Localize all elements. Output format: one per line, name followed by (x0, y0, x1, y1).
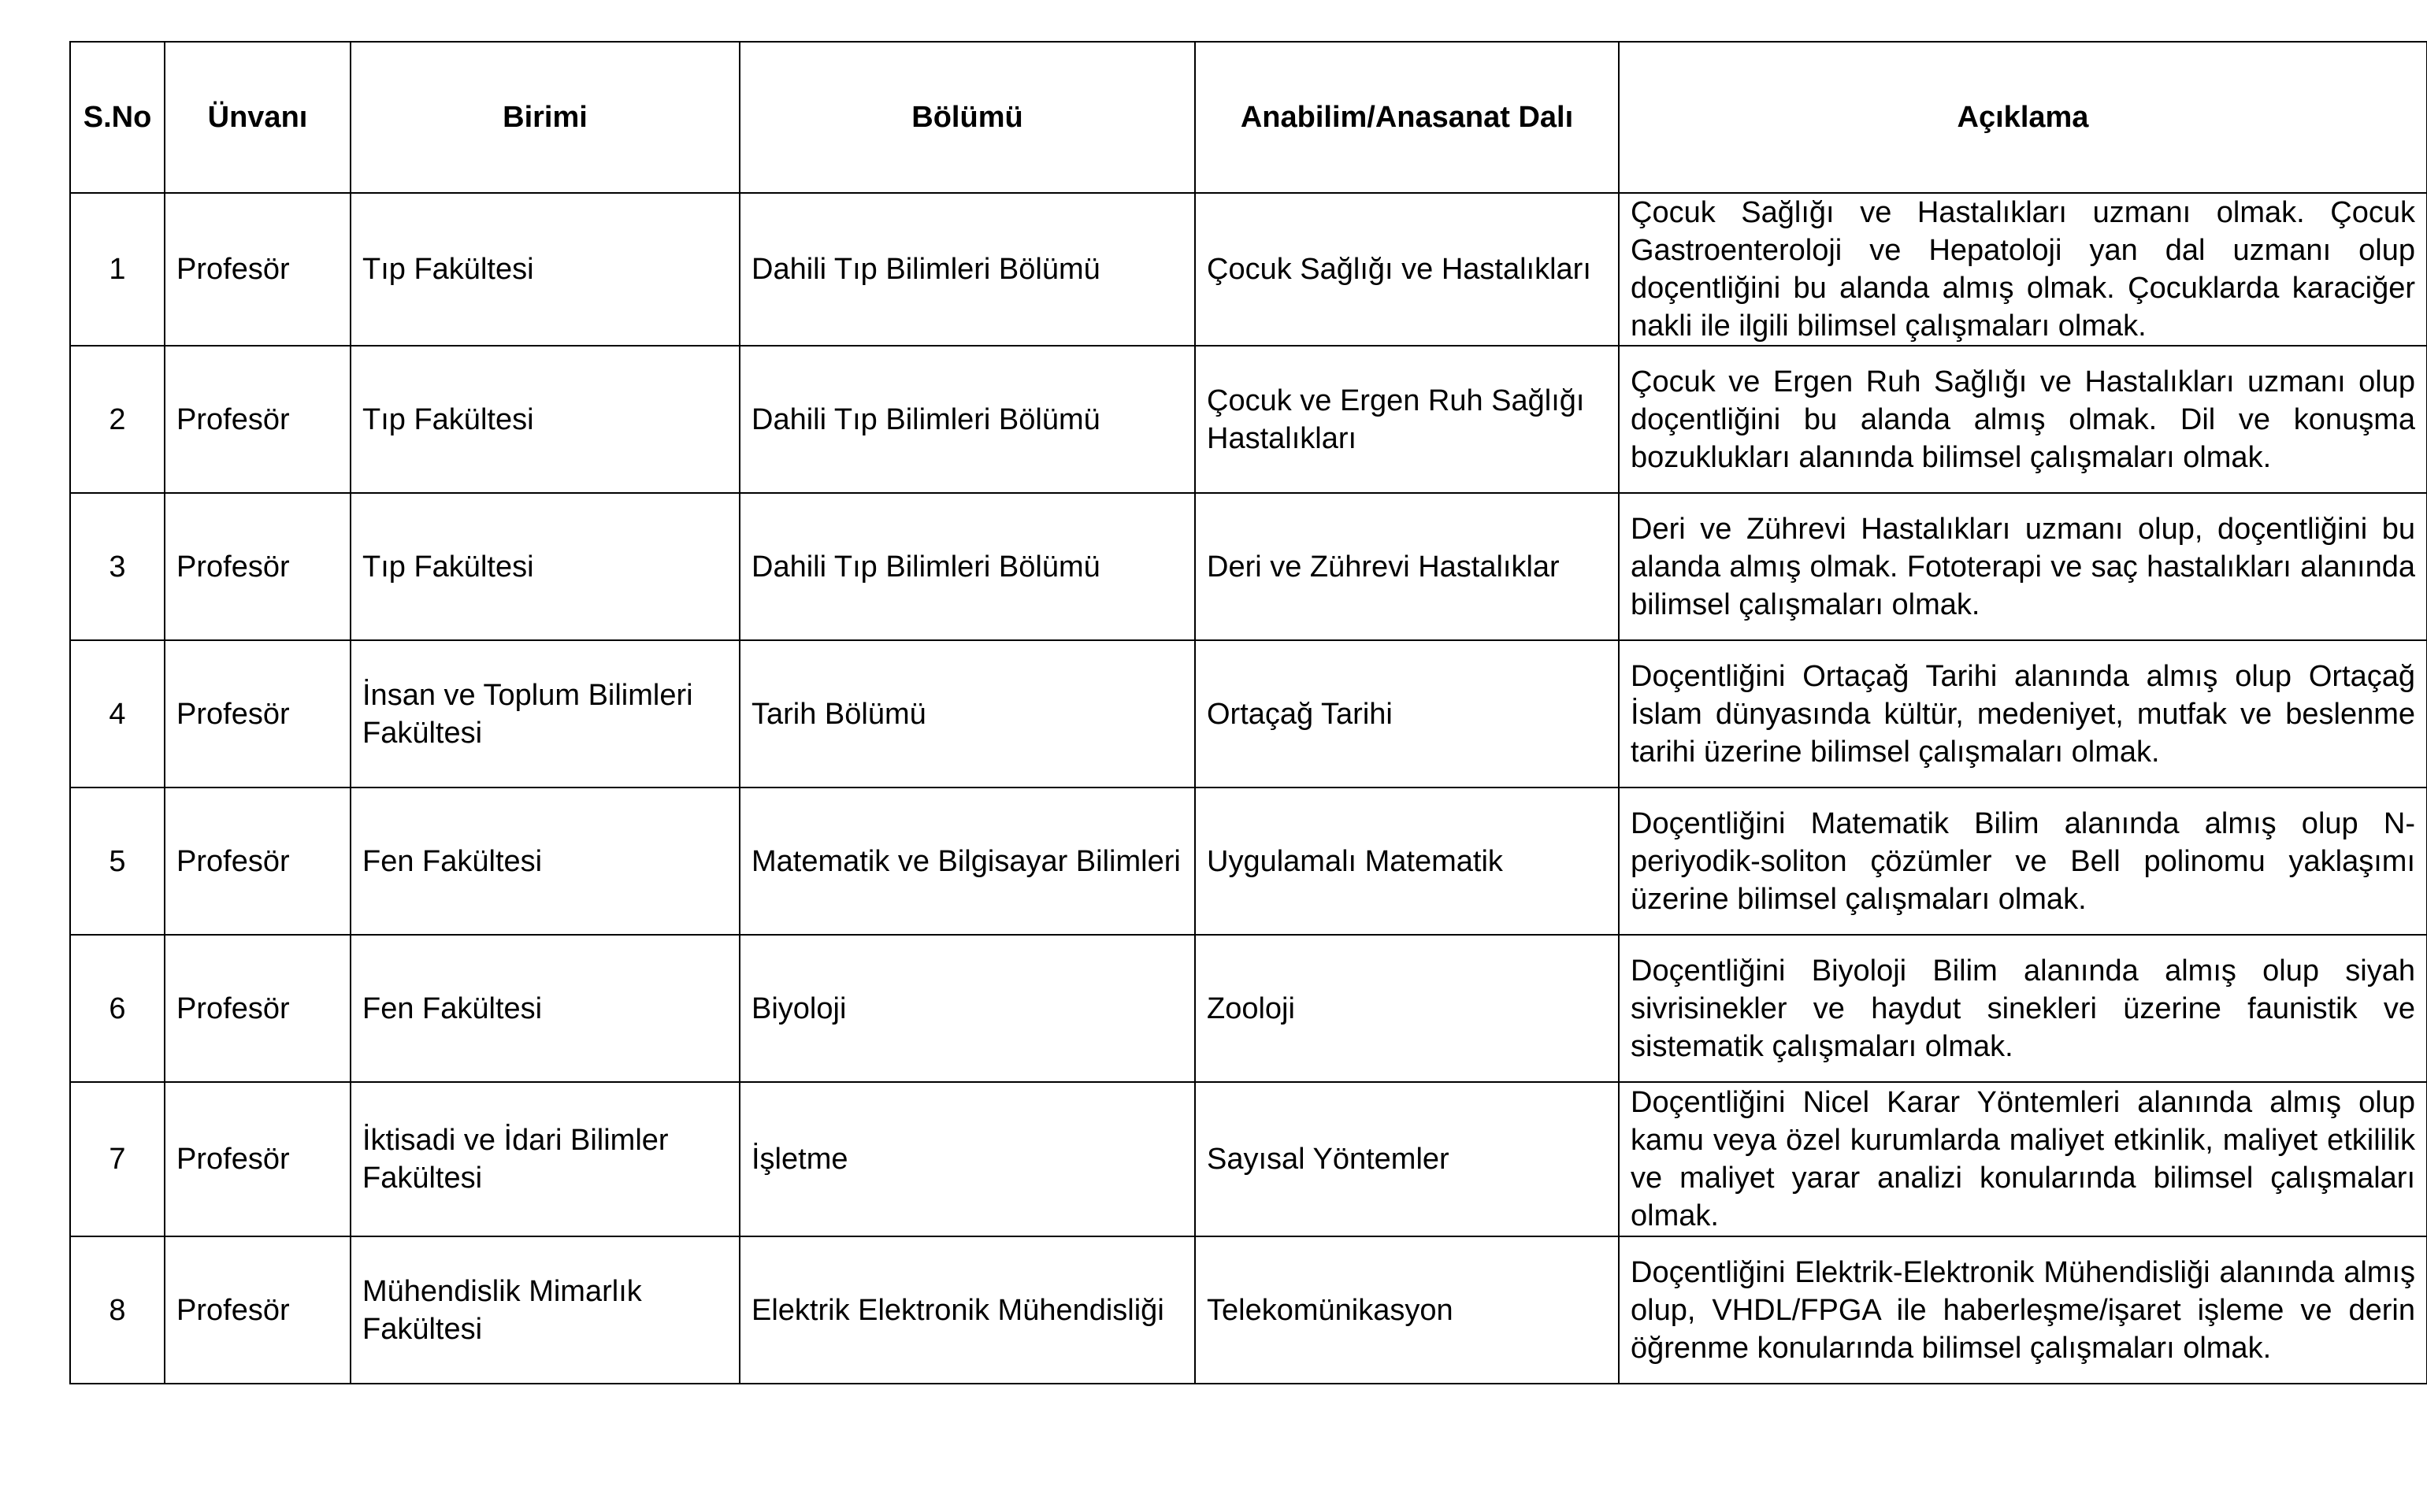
cell-division: Deri ve Zührevi Hastalıklar (1195, 493, 1619, 640)
table-row (70, 1236, 2427, 1384)
table-row (70, 1082, 2427, 1236)
cell-sno: 1 (70, 193, 165, 346)
table-row (70, 788, 2427, 935)
cell-description: Doçentliğini Ortaçağ Tarihi alanında almış olup Ortaçağ İslam dünyasında kültür, medeniyet, mutfak ve beslenme tarihi üzerine bilimsel çalışmaları olmak. (1619, 640, 2427, 788)
cell-sno: 8 (70, 1236, 165, 1384)
cell-description: Doçentliğini Biyoloji Bilim alanında almış olup siyah sivrisinekler ve haydut sinekleri üzerine faunistik ve sistematik çalışmaları olmak. (1619, 935, 2427, 1082)
cell-department: Dahili Tıp Bilimleri Bölümü (740, 493, 1195, 640)
document-page (69, 41, 2427, 1384)
header-sno: S.No (70, 42, 165, 193)
cell-title: Profesör (165, 640, 351, 788)
cell-sno: 2 (70, 346, 165, 493)
table-row (70, 935, 2427, 1082)
cell-title: Profesör (165, 788, 351, 935)
header-description: Açıklama (1619, 42, 2427, 193)
header-unit: Birimi (351, 42, 740, 193)
cell-title: Profesör (165, 1082, 351, 1236)
cell-unit: Tıp Fakültesi (351, 346, 740, 493)
cell-description: Deri ve Zührevi Hastalıkları uzmanı olup, doçentliğini bu alanda almış olmak. Fototerapi ve saç hastalıkları alanında bilimsel çalışmaları olmak. (1619, 493, 2427, 640)
cell-unit: Tıp Fakültesi (351, 193, 740, 346)
header-department: Bölümü (740, 42, 1195, 193)
cell-sno: 6 (70, 935, 165, 1082)
cell-department: Elektrik Elektronik Mühendisliği (740, 1236, 1195, 1384)
position-table (69, 41, 2427, 1384)
cell-unit: İktisadi ve İdari Bilimler Fakültesi (351, 1082, 740, 1236)
cell-unit: Fen Fakültesi (351, 935, 740, 1082)
cell-description: Çocuk ve Ergen Ruh Sağlığı ve Hastalıkları uzmanı olup doçentliğini bu alanda almış olmak. Dil ve konuşma bozuklukları alanında bilimsel çalışmaları olmak. (1619, 346, 2427, 493)
cell-sno: 3 (70, 493, 165, 640)
cell-unit: Mühendislik Mimarlık Fakültesi (351, 1236, 740, 1384)
cell-title: Profesör (165, 493, 351, 640)
cell-division: Ortaçağ Tarihi (1195, 640, 1619, 788)
cell-department: Tarih Bölümü (740, 640, 1195, 788)
table-row (70, 493, 2427, 640)
cell-division: Çocuk Sağlığı ve Hastalıkları (1195, 193, 1619, 346)
table-row (70, 193, 2427, 346)
cell-sno: 5 (70, 788, 165, 935)
cell-division: Sayısal Yöntemler (1195, 1082, 1619, 1236)
cell-description: Çocuk Sağlığı ve Hastalıkları uzmanı olmak. Çocuk Gastroenteroloji ve Hepatoloji yan dal uzmanı olup doçentliğini bu alanda almış olmak. Çocuklarda karaciğer nakli ile ilgili bilimsel çalışmaları olmak. (1619, 193, 2427, 346)
cell-unit: Fen Fakültesi (351, 788, 740, 935)
cell-division: Telekomünikasyon (1195, 1236, 1619, 1384)
cell-description: Doçentliğini Elektrik-Elektronik Mühendisliği alanında almış olup, VHDL/FPGA ile haberleşme/işaret işleme ve derin öğrenme konularında bilimsel çalışmaları olmak. (1619, 1236, 2427, 1384)
cell-title: Profesör (165, 1236, 351, 1384)
cell-description: Doçentliğini Matematik Bilim alanında almış olup N-periyodik-soliton çözümler ve Bell polinomu yaklaşımı üzerine bilimsel çalışmaları olmak. (1619, 788, 2427, 935)
cell-description: Doçentliğini Nicel Karar Yöntemleri alanında almış olup kamu veya özel kurumlarda maliyet etkinlik, maliyet etkililik ve maliyet yarar analizi konularında bilimsel çalışmaları olmak. (1619, 1082, 2427, 1236)
table-header-row (70, 42, 2427, 193)
cell-department: İşletme (740, 1082, 1195, 1236)
cell-title: Profesör (165, 346, 351, 493)
cell-sno: 4 (70, 640, 165, 788)
table-row (70, 346, 2427, 493)
cell-department: Matematik ve Bilgisayar Bilimleri (740, 788, 1195, 935)
cell-unit: İnsan ve Toplum Bilimleri Fakültesi (351, 640, 740, 788)
cell-department: Biyoloji (740, 935, 1195, 1082)
cell-sno: 7 (70, 1082, 165, 1236)
cell-division: Zooloji (1195, 935, 1619, 1082)
cell-department: Dahili Tıp Bilimleri Bölümü (740, 193, 1195, 346)
cell-unit: Tıp Fakültesi (351, 493, 740, 640)
table-row (70, 640, 2427, 788)
header-division: Anabilim/Anasanat Dalı (1195, 42, 1619, 193)
cell-division: Uygulamalı Matematik (1195, 788, 1619, 935)
cell-title: Profesör (165, 193, 351, 346)
cell-title: Profesör (165, 935, 351, 1082)
cell-division: Çocuk ve Ergen Ruh Sağlığı Hastalıkları (1195, 346, 1619, 493)
cell-department: Dahili Tıp Bilimleri Bölümü (740, 346, 1195, 493)
header-title: Ünvanı (165, 42, 351, 193)
